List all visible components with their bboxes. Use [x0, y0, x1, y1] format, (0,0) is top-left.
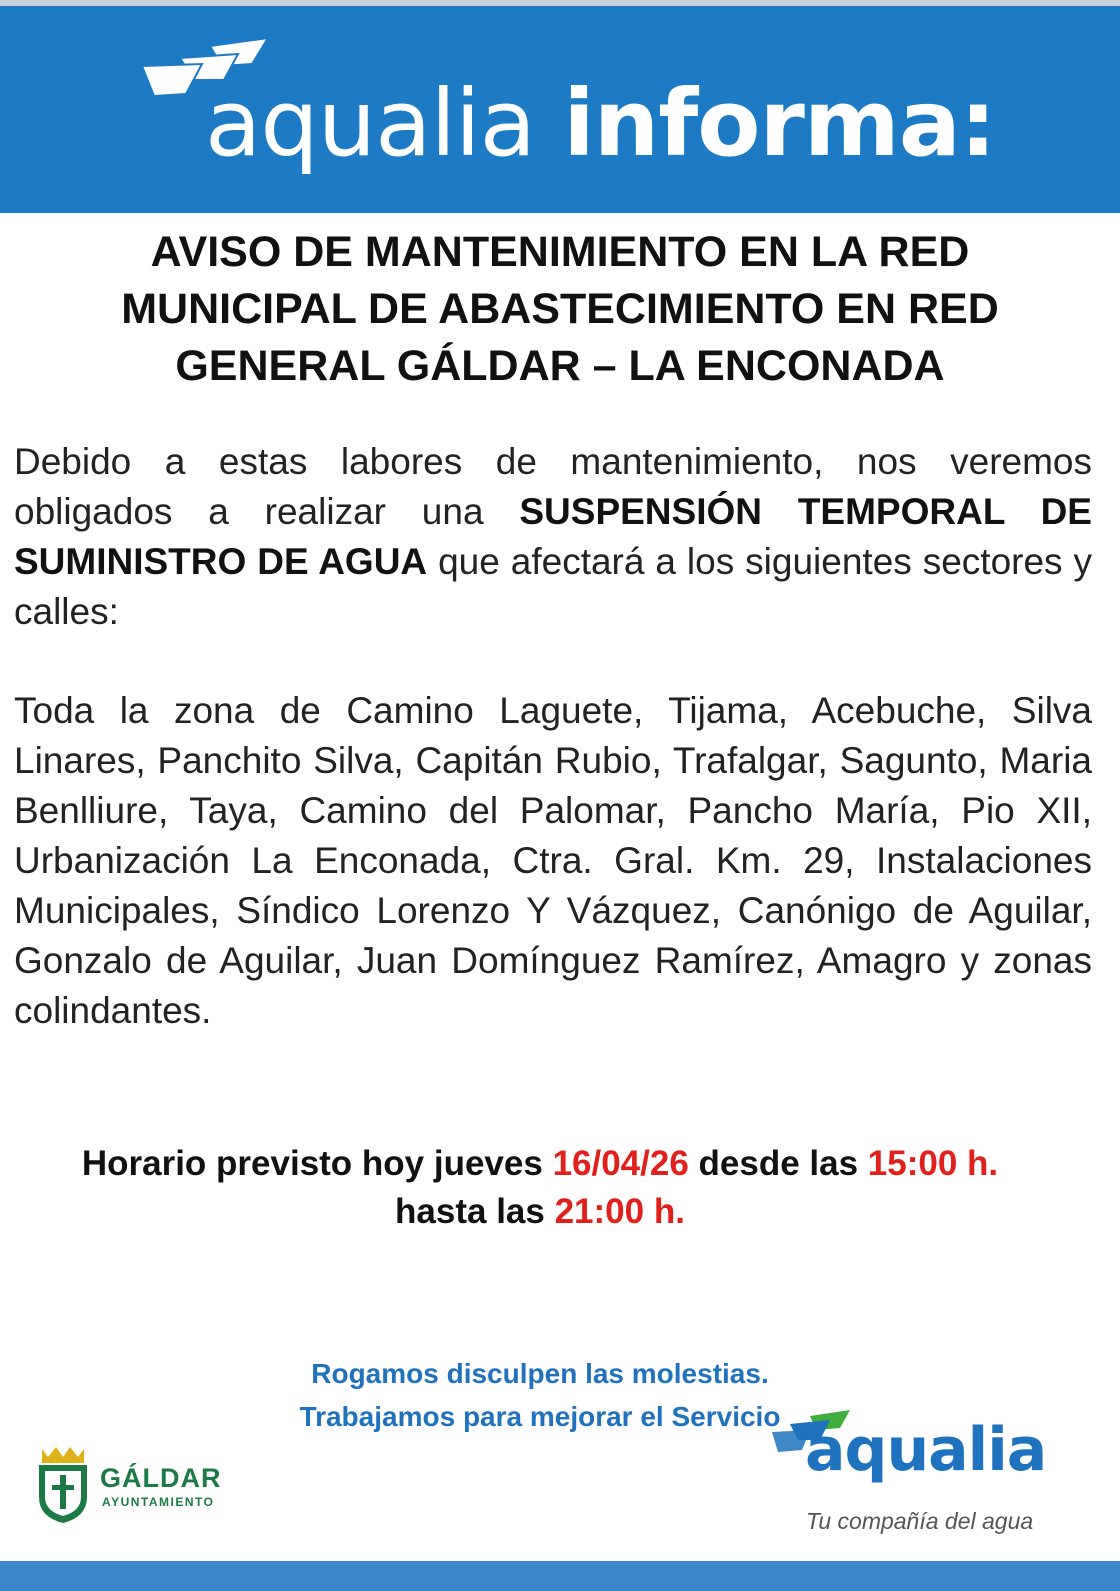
intro-bold: SUSPENSIÓN TEMPORAL DE SUMINISTRO DE AGUA — [14, 491, 1092, 582]
banner-word: informa: — [563, 70, 996, 177]
schedule-line-1 — [0, 1140, 1080, 1188]
schedule-end-time: 21:00 h. — [554, 1192, 685, 1231]
apology-line-2: Trabajamos para mejorar el Servicio — [299, 1401, 781, 1432]
schedule-date: 16/04/26 — [552, 1144, 689, 1183]
notice-title — [40, 224, 1080, 395]
intro-text-before: Debido a estas labores de mantenimiento, nos veremos obligados a realizar una — [14, 441, 1092, 532]
schedule-line-2 — [0, 1188, 1080, 1236]
intro-text-after: que afectará a los siguientes sectores y calles: — [14, 541, 1092, 632]
galdar-shield-icon — [36, 1445, 90, 1525]
schedule-start-time: 15:00 h. — [867, 1144, 999, 1183]
apology-line-1: Rogamos disculpen las molestias. — [311, 1358, 769, 1389]
title-line-1: AVISO DE MANTENIMIENTO EN LA RED — [150, 228, 970, 276]
title-line-3: GENERAL GÁLDAR – LA ENCONADA — [175, 342, 945, 390]
schedule-middle: desde las — [688, 1144, 868, 1183]
galdar-sub: AYUNTAMIENTO — [102, 1495, 215, 1509]
banner-heading — [205, 70, 996, 177]
galdar-name: GÁLDAR — [100, 1463, 222, 1493]
schedule-line2-prefix: hasta las — [395, 1192, 555, 1231]
intro-paragraph — [14, 437, 1092, 637]
header-banner — [0, 6, 1120, 213]
footer-brand-name: aqualia — [805, 1415, 1047, 1485]
title-line-2: MUNICIPAL DE ABASTECIMIENTO EN RED — [121, 285, 999, 333]
schedule-block — [0, 1140, 1080, 1236]
schedule-prefix: Horario previsto hoy jueves — [81, 1144, 553, 1183]
galdar-logo — [36, 1445, 236, 1525]
bottom-bar — [0, 1561, 1120, 1591]
banner-brand: aqualia — [205, 70, 535, 177]
footer-brand-tagline: Tu compañía del agua — [806, 1508, 1034, 1534]
affected-areas-paragraph: Toda la zona de Camino Laguete, Tijama, Acebuche, Silva Linares, Panchito Silva, Capitán Rubio, Trafalgar, Sagunto, Maria Benlliure, Taya, Camino del Palomar, Pancho María, Pio XII, Urbanización La Enconada, Ctra. Gral. Km. 29, Instalaciones Municipales, Síndico Lorenzo Y Vázquez, Canónigo de Aguilar, Gonzalo de Aguilar, Juan Domínguez Ramírez, Amagro y zonas colindantes. — [14, 690, 1092, 1031]
